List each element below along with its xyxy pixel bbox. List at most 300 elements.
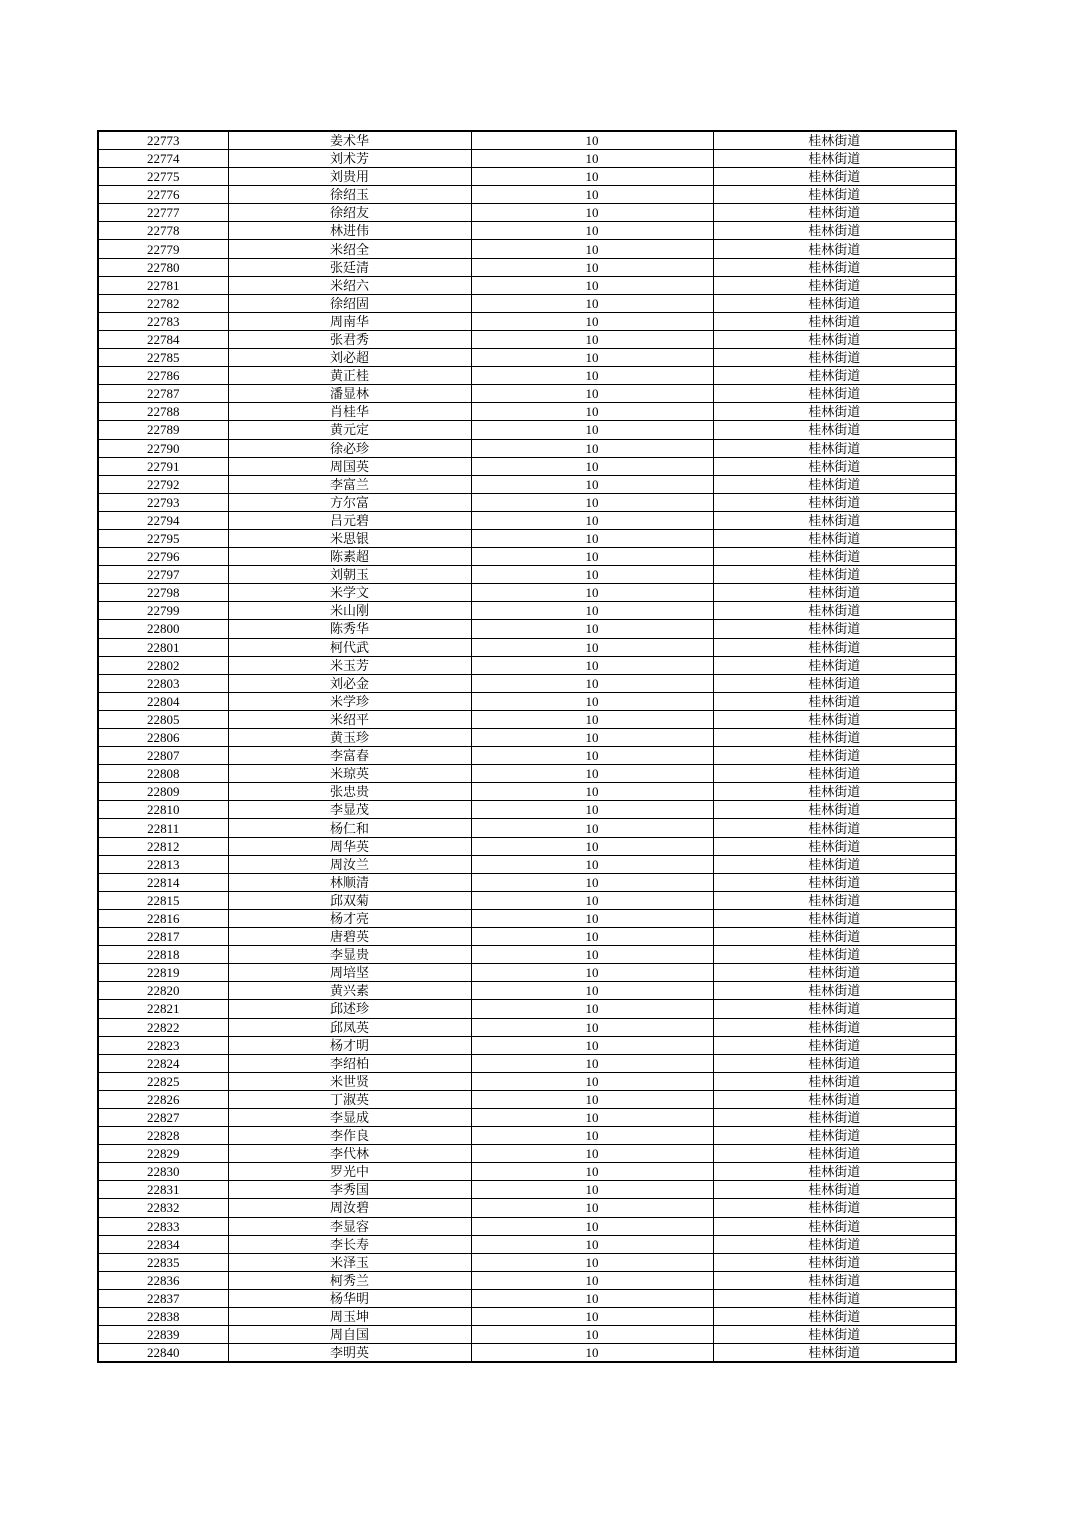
table-row <box>98 1308 956 1326</box>
row-number-cell: 22787 <box>98 385 228 403</box>
value-cell: 10 <box>471 783 713 801</box>
table-row <box>98 204 956 222</box>
row-number-cell: 22778 <box>98 222 228 240</box>
district-cell: 桂林街道 <box>713 421 956 439</box>
value-cell: 10 <box>471 1163 713 1181</box>
table-row <box>98 511 956 529</box>
row-number-cell: 22839 <box>98 1326 228 1344</box>
value-cell: 10 <box>471 1145 713 1163</box>
name-cell: 周玉坤 <box>228 1308 471 1326</box>
value-cell: 10 <box>471 1217 713 1235</box>
name-cell: 李代林 <box>228 1145 471 1163</box>
table-row <box>98 222 956 240</box>
table-row <box>98 1181 956 1199</box>
row-number-cell: 22810 <box>98 801 228 819</box>
row-number-cell: 22838 <box>98 1308 228 1326</box>
value-cell: 10 <box>471 349 713 367</box>
district-cell: 桂林街道 <box>713 475 956 493</box>
district-cell: 桂林街道 <box>713 1054 956 1072</box>
name-cell: 刘术芳 <box>228 150 471 168</box>
name-cell: 徐绍固 <box>228 294 471 312</box>
value-cell: 10 <box>471 1344 713 1363</box>
value-cell: 10 <box>471 909 713 927</box>
table-row <box>98 475 956 493</box>
row-number-cell: 22801 <box>98 638 228 656</box>
name-cell: 徐绍玉 <box>228 186 471 204</box>
district-cell: 桂林街道 <box>713 367 956 385</box>
district-cell: 桂林街道 <box>713 710 956 728</box>
district-cell: 桂林街道 <box>713 222 956 240</box>
table-row <box>98 1235 956 1253</box>
value-cell: 10 <box>471 1181 713 1199</box>
district-cell: 桂林街道 <box>713 819 956 837</box>
table-row <box>98 928 956 946</box>
table-row <box>98 186 956 204</box>
row-number-cell: 22776 <box>98 186 228 204</box>
table-row <box>98 801 956 819</box>
name-cell: 周国英 <box>228 457 471 475</box>
name-cell: 米泽玉 <box>228 1253 471 1271</box>
name-cell: 李富兰 <box>228 475 471 493</box>
table-row <box>98 1054 956 1072</box>
value-cell: 10 <box>471 1036 713 1054</box>
name-cell: 方尔富 <box>228 493 471 511</box>
value-cell: 10 <box>471 475 713 493</box>
district-cell: 桂林街道 <box>713 385 956 403</box>
district-cell: 桂林街道 <box>713 457 956 475</box>
name-cell: 黄玉珍 <box>228 729 471 747</box>
row-number-cell: 22786 <box>98 367 228 385</box>
row-number-cell: 22833 <box>98 1217 228 1235</box>
name-cell: 李显成 <box>228 1108 471 1126</box>
district-cell: 桂林街道 <box>713 1018 956 1036</box>
row-number-cell: 22775 <box>98 168 228 186</box>
name-cell: 杨才明 <box>228 1036 471 1054</box>
name-cell: 柯秀兰 <box>228 1271 471 1289</box>
name-cell: 杨华明 <box>228 1289 471 1307</box>
table-body <box>98 131 956 1362</box>
name-cell: 刘朝玉 <box>228 566 471 584</box>
value-cell: 10 <box>471 1000 713 1018</box>
district-cell: 桂林街道 <box>713 1289 956 1307</box>
district-cell: 桂林街道 <box>713 1181 956 1199</box>
row-number-cell: 22797 <box>98 566 228 584</box>
row-number-cell: 22806 <box>98 729 228 747</box>
table-row <box>98 1108 956 1126</box>
district-cell: 桂林街道 <box>713 493 956 511</box>
name-cell: 李显容 <box>228 1217 471 1235</box>
table-row <box>98 1163 956 1181</box>
table-row <box>98 1072 956 1090</box>
table-row <box>98 1289 956 1307</box>
value-cell: 10 <box>471 1018 713 1036</box>
district-cell: 桂林街道 <box>713 928 956 946</box>
district-cell: 桂林街道 <box>713 638 956 656</box>
value-cell: 10 <box>471 928 713 946</box>
value-cell: 10 <box>471 656 713 674</box>
district-cell: 桂林街道 <box>713 729 956 747</box>
table-row <box>98 729 956 747</box>
value-cell: 10 <box>471 801 713 819</box>
name-cell: 米学文 <box>228 584 471 602</box>
name-cell: 柯代武 <box>228 638 471 656</box>
table-row <box>98 1090 956 1108</box>
name-cell: 米学珍 <box>228 692 471 710</box>
name-cell: 陈秀华 <box>228 620 471 638</box>
row-number-cell: 22825 <box>98 1072 228 1090</box>
row-number-cell: 22834 <box>98 1235 228 1253</box>
row-number-cell: 22815 <box>98 891 228 909</box>
row-number-cell: 22831 <box>98 1181 228 1199</box>
value-cell: 10 <box>471 1271 713 1289</box>
table-row <box>98 312 956 330</box>
name-cell: 米绍平 <box>228 710 471 728</box>
row-number-cell: 22836 <box>98 1271 228 1289</box>
table-row <box>98 566 956 584</box>
row-number-cell: 22816 <box>98 909 228 927</box>
district-cell: 桂林街道 <box>713 186 956 204</box>
table-row <box>98 1127 956 1145</box>
name-cell: 周南华 <box>228 312 471 330</box>
name-cell: 唐碧英 <box>228 928 471 946</box>
name-cell: 林进伟 <box>228 222 471 240</box>
table-row <box>98 1271 956 1289</box>
value-cell: 10 <box>471 855 713 873</box>
row-number-cell: 22807 <box>98 747 228 765</box>
row-number-cell: 22835 <box>98 1253 228 1271</box>
district-cell: 桂林街道 <box>713 566 956 584</box>
row-number-cell: 22774 <box>98 150 228 168</box>
district-cell: 桂林街道 <box>713 656 956 674</box>
row-number-cell: 22803 <box>98 674 228 692</box>
district-cell: 桂林街道 <box>713 1127 956 1145</box>
name-cell: 米绍全 <box>228 240 471 258</box>
row-number-cell: 22790 <box>98 439 228 457</box>
row-number-cell: 22817 <box>98 928 228 946</box>
row-number-cell: 22830 <box>98 1163 228 1181</box>
table-row <box>98 150 956 168</box>
name-cell: 周华英 <box>228 837 471 855</box>
value-cell: 10 <box>471 584 713 602</box>
row-number-cell: 22804 <box>98 692 228 710</box>
value-cell: 10 <box>471 602 713 620</box>
value-cell: 10 <box>471 710 713 728</box>
district-cell: 桂林街道 <box>713 873 956 891</box>
value-cell: 10 <box>471 1326 713 1344</box>
name-cell: 米世贤 <box>228 1072 471 1090</box>
row-number-cell: 22785 <box>98 349 228 367</box>
value-cell: 10 <box>471 403 713 421</box>
district-cell: 桂林街道 <box>713 1235 956 1253</box>
table-row <box>98 765 956 783</box>
table-row <box>98 873 956 891</box>
row-number-cell: 22783 <box>98 312 228 330</box>
row-number-cell: 22805 <box>98 710 228 728</box>
value-cell: 10 <box>471 1235 713 1253</box>
district-cell: 桂林街道 <box>713 1000 956 1018</box>
row-number-cell: 22779 <box>98 240 228 258</box>
district-cell: 桂林街道 <box>713 584 956 602</box>
table-row <box>98 330 956 348</box>
table-row <box>98 946 956 964</box>
name-cell: 杨才亮 <box>228 909 471 927</box>
name-cell: 邱双菊 <box>228 891 471 909</box>
table-row <box>98 891 956 909</box>
table-row <box>98 548 956 566</box>
row-number-cell: 22798 <box>98 584 228 602</box>
value-cell: 10 <box>471 566 713 584</box>
district-cell: 桂林街道 <box>713 168 956 186</box>
table-row <box>98 367 956 385</box>
row-number-cell: 22800 <box>98 620 228 638</box>
value-cell: 10 <box>471 837 713 855</box>
name-cell: 李显贵 <box>228 946 471 964</box>
table-row <box>98 168 956 186</box>
value-cell: 10 <box>471 1308 713 1326</box>
name-cell: 张廷清 <box>228 258 471 276</box>
row-number-cell: 22827 <box>98 1108 228 1126</box>
district-cell: 桂林街道 <box>713 1217 956 1235</box>
row-number-cell: 22824 <box>98 1054 228 1072</box>
name-cell: 吕元碧 <box>228 511 471 529</box>
row-number-cell: 22819 <box>98 964 228 982</box>
district-cell: 桂林街道 <box>713 548 956 566</box>
value-cell: 10 <box>471 946 713 964</box>
district-cell: 桂林街道 <box>713 964 956 982</box>
value-cell: 10 <box>471 421 713 439</box>
district-cell: 桂林街道 <box>713 150 956 168</box>
row-number-cell: 22777 <box>98 204 228 222</box>
table-row <box>98 602 956 620</box>
table-row <box>98 1253 956 1271</box>
name-cell: 丁淑英 <box>228 1090 471 1108</box>
value-cell: 10 <box>471 294 713 312</box>
row-number-cell: 22823 <box>98 1036 228 1054</box>
district-cell: 桂林街道 <box>713 909 956 927</box>
table-row <box>98 1217 956 1235</box>
name-cell: 邱述珍 <box>228 1000 471 1018</box>
district-cell: 桂林街道 <box>713 1163 956 1181</box>
table-row <box>98 349 956 367</box>
table-row <box>98 1326 956 1344</box>
district-cell: 桂林街道 <box>713 439 956 457</box>
row-number-cell: 22784 <box>98 330 228 348</box>
value-cell: 10 <box>471 982 713 1000</box>
row-number-cell: 22818 <box>98 946 228 964</box>
row-number-cell: 22782 <box>98 294 228 312</box>
district-cell: 桂林街道 <box>713 1271 956 1289</box>
row-number-cell: 22812 <box>98 837 228 855</box>
table-row <box>98 131 956 150</box>
district-cell: 桂林街道 <box>713 1253 956 1271</box>
name-cell: 邱凤英 <box>228 1018 471 1036</box>
value-cell: 10 <box>471 312 713 330</box>
district-cell: 桂林街道 <box>713 294 956 312</box>
district-cell: 桂林街道 <box>713 1145 956 1163</box>
row-number-cell: 22791 <box>98 457 228 475</box>
district-cell: 桂林街道 <box>713 1036 956 1054</box>
district-cell: 桂林街道 <box>713 1090 956 1108</box>
district-cell: 桂林街道 <box>713 620 956 638</box>
table-row <box>98 855 956 873</box>
value-cell: 10 <box>471 204 713 222</box>
value-cell: 10 <box>471 367 713 385</box>
name-cell: 李富春 <box>228 747 471 765</box>
value-cell: 10 <box>471 873 713 891</box>
name-cell: 周培坚 <box>228 964 471 982</box>
district-cell: 桂林街道 <box>713 855 956 873</box>
row-number-cell: 22822 <box>98 1018 228 1036</box>
value-cell: 10 <box>471 1289 713 1307</box>
value-cell: 10 <box>471 150 713 168</box>
name-cell: 米玉芳 <box>228 656 471 674</box>
name-cell: 李长寿 <box>228 1235 471 1253</box>
table-row <box>98 1000 956 1018</box>
name-cell: 周自国 <box>228 1326 471 1344</box>
name-cell: 黄元定 <box>228 421 471 439</box>
value-cell: 10 <box>471 529 713 547</box>
value-cell: 10 <box>471 385 713 403</box>
name-cell: 李绍柏 <box>228 1054 471 1072</box>
value-cell: 10 <box>471 1108 713 1126</box>
name-cell: 刘贵用 <box>228 168 471 186</box>
district-cell: 桂林街道 <box>713 747 956 765</box>
name-cell: 罗光中 <box>228 1163 471 1181</box>
name-cell: 张君秀 <box>228 330 471 348</box>
row-number-cell: 22821 <box>98 1000 228 1018</box>
value-cell: 10 <box>471 638 713 656</box>
value-cell: 10 <box>471 891 713 909</box>
table-row <box>98 403 956 421</box>
value-cell: 10 <box>471 168 713 186</box>
table-row <box>98 656 956 674</box>
district-cell: 桂林街道 <box>713 891 956 909</box>
value-cell: 10 <box>471 964 713 982</box>
name-cell: 刘必超 <box>228 349 471 367</box>
row-number-cell: 22802 <box>98 656 228 674</box>
district-cell: 桂林街道 <box>713 312 956 330</box>
name-cell: 李显茂 <box>228 801 471 819</box>
row-number-cell: 22837 <box>98 1289 228 1307</box>
row-number-cell: 22811 <box>98 819 228 837</box>
district-cell: 桂林街道 <box>713 240 956 258</box>
row-number-cell: 22808 <box>98 765 228 783</box>
name-cell: 李秀国 <box>228 1181 471 1199</box>
table-row <box>98 385 956 403</box>
row-number-cell: 22829 <box>98 1145 228 1163</box>
district-cell: 桂林街道 <box>713 131 956 150</box>
name-cell: 米琼英 <box>228 765 471 783</box>
name-cell: 徐必珍 <box>228 439 471 457</box>
row-number-cell: 22820 <box>98 982 228 1000</box>
value-cell: 10 <box>471 276 713 294</box>
value-cell: 10 <box>471 493 713 511</box>
name-cell: 陈素超 <box>228 548 471 566</box>
value-cell: 10 <box>471 131 713 150</box>
name-cell: 李明英 <box>228 1344 471 1363</box>
district-cell: 桂林街道 <box>713 529 956 547</box>
district-cell: 桂林街道 <box>713 1199 956 1217</box>
row-number-cell: 22773 <box>98 131 228 150</box>
district-cell: 桂林街道 <box>713 1072 956 1090</box>
district-cell: 桂林街道 <box>713 276 956 294</box>
value-cell: 10 <box>471 1054 713 1072</box>
district-cell: 桂林街道 <box>713 602 956 620</box>
table-row <box>98 964 956 982</box>
table-row <box>98 421 956 439</box>
table-row <box>98 276 956 294</box>
district-cell: 桂林街道 <box>713 1108 956 1126</box>
row-number-cell: 22780 <box>98 258 228 276</box>
row-number-cell: 22789 <box>98 421 228 439</box>
table-row <box>98 1344 956 1363</box>
district-cell: 桂林街道 <box>713 783 956 801</box>
value-cell: 10 <box>471 548 713 566</box>
row-number-cell: 22809 <box>98 783 228 801</box>
value-cell: 10 <box>471 747 713 765</box>
district-cell: 桂林街道 <box>713 982 956 1000</box>
table-row <box>98 747 956 765</box>
table-row <box>98 909 956 927</box>
table-row <box>98 294 956 312</box>
district-cell: 桂林街道 <box>713 204 956 222</box>
name-cell: 黄兴素 <box>228 982 471 1000</box>
row-number-cell: 22826 <box>98 1090 228 1108</box>
value-cell: 10 <box>471 765 713 783</box>
name-cell: 潘显林 <box>228 385 471 403</box>
row-number-cell: 22813 <box>98 855 228 873</box>
value-cell: 10 <box>471 240 713 258</box>
value-cell: 10 <box>471 1072 713 1090</box>
table-row <box>98 710 956 728</box>
table-row <box>98 529 956 547</box>
row-number-cell: 22794 <box>98 511 228 529</box>
table-row <box>98 1145 956 1163</box>
name-cell: 米思银 <box>228 529 471 547</box>
value-cell: 10 <box>471 819 713 837</box>
row-number-cell: 22840 <box>98 1344 228 1363</box>
name-cell: 周汝碧 <box>228 1199 471 1217</box>
value-cell: 10 <box>471 439 713 457</box>
table-row <box>98 240 956 258</box>
row-number-cell: 22795 <box>98 529 228 547</box>
table-row <box>98 1036 956 1054</box>
name-cell: 李作良 <box>228 1127 471 1145</box>
table-row <box>98 692 956 710</box>
district-cell: 桂林街道 <box>713 801 956 819</box>
value-cell: 10 <box>471 511 713 529</box>
name-cell: 张忠贵 <box>228 783 471 801</box>
value-cell: 10 <box>471 222 713 240</box>
district-cell: 桂林街道 <box>713 511 956 529</box>
district-cell: 桂林街道 <box>713 403 956 421</box>
district-cell: 桂林街道 <box>713 330 956 348</box>
value-cell: 10 <box>471 674 713 692</box>
row-number-cell: 22828 <box>98 1127 228 1145</box>
name-cell: 米山刚 <box>228 602 471 620</box>
row-number-cell: 22793 <box>98 493 228 511</box>
table-row <box>98 1018 956 1036</box>
row-number-cell: 22799 <box>98 602 228 620</box>
value-cell: 10 <box>471 258 713 276</box>
name-cell: 林顺清 <box>228 873 471 891</box>
row-number-cell: 22781 <box>98 276 228 294</box>
table-row <box>98 493 956 511</box>
name-cell: 肖桂华 <box>228 403 471 421</box>
name-cell: 杨仁和 <box>228 819 471 837</box>
roster-table <box>97 130 957 1363</box>
district-cell: 桂林街道 <box>713 1326 956 1344</box>
